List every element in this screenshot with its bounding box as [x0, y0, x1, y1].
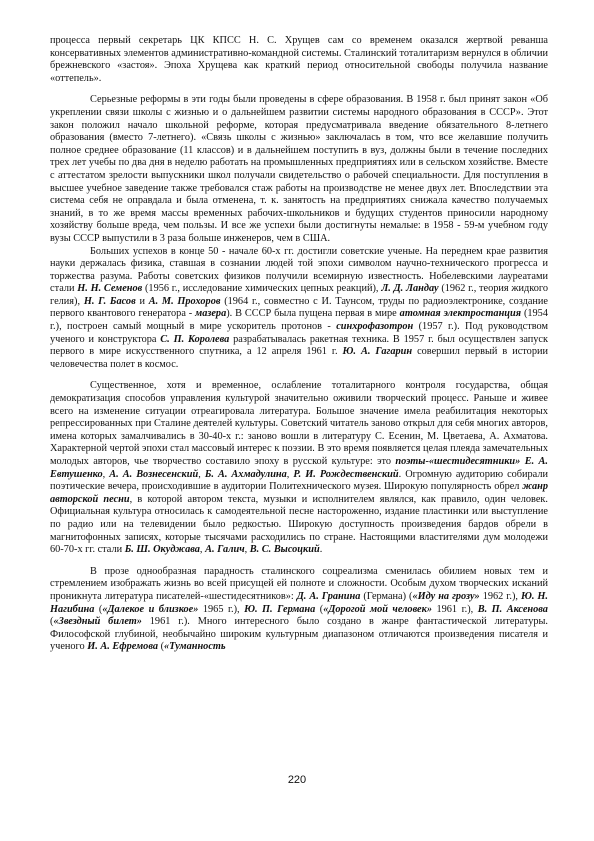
emphasized-text: мазера	[195, 308, 227, 320]
text-run: (1954 г.), построен самый мощный в мире ускоритель протонов -	[50, 308, 548, 333]
paragraph	[50, 566, 548, 654]
emphasized-text: Р. И. Рождественский	[293, 468, 399, 480]
emphasized-text: Б. А. Ахмадулина	[204, 468, 287, 480]
emphasized-text: синхрофазотрон	[336, 321, 414, 333]
emphasized-text: поэты-«шестидесятники» Е. А. Евтушенко	[50, 456, 548, 480]
emphasized-text: Б. Ш. Окуджава	[124, 544, 200, 556]
text-run: ,	[199, 544, 206, 556]
emphasized-text: «Туманность	[164, 641, 226, 653]
page-number: 220	[287, 774, 307, 786]
text-run: (	[158, 641, 165, 653]
emphasized-text: Ю. А. Гагарин	[342, 346, 413, 358]
text-run: Больших успехов в конце 50 - начале 60-х гг. достигли советские ученые. На переднем крае развития науки держалась физика, ставшая в сознании людей той эпохи символом научно-технического прогресса и торжества разума. Работы советских физиков получили всемирную известность. Нобелевскими лауреатами стали	[50, 245, 548, 295]
text-run: (1956 г., исследование химических цепных реакций),	[142, 283, 382, 295]
emphasized-text: Д. А. Гранина	[296, 590, 361, 602]
emphasized-text: «Звездный билет»	[53, 616, 142, 628]
emphasized-text: А. Галич	[205, 544, 245, 556]
text-run: ,	[102, 468, 110, 480]
text-run: 1961 г.),	[432, 603, 478, 615]
emphasized-text: жанр авторской песни	[50, 481, 548, 505]
emphasized-text: Н. Г. Басов	[83, 295, 136, 307]
emphasized-text: И. А. Ефремова	[87, 641, 159, 653]
text-run: разрабатывалась ракетная техника. В 1957 г. был осуществлен запуск первого в мире искусственного спутника, а 12 апреля 1961 г.	[50, 333, 549, 358]
text-run: Существенное, хотя и временное, ослабление тоталитарного контроля государства, общая демократизация способов управления культурой значительно оживили творческий процесс. Раньше и живее всего на изменение ситуации отреагировала литература. Большое значение имела реабилитация некоторых репрессированных при Сталине деятелей культуры. Советский читатель заново открыл для себя многих авторов, имена которых замалчивались в 30-40-х г.: заново вошли в литературу С. Есенин, М. Цветаева, А. Ахматова. Характерной чертой эпохи стал массовый интерес к поэзии. В это время появляется целая плеяда замечательных молодых авторов, чье творчество составило эпоху в русской культуре: это	[50, 380, 548, 467]
text-run: (	[94, 603, 103, 615]
text-run: .	[319, 544, 323, 556]
text-run: . Огромную аудиторию собирали поэтические вечера, происходившие в аудитории Политехнического музея. Широкую популярность обрел	[50, 468, 548, 493]
text-run: , в которой автором текста, музыки и исполнителем являлся, как правило, один человек. Официальная культура относилась к самодеятельной песне настороженно, издание пластинки или выступление по радио или на телевидении было редкостью. Широкую доступность произведения бардов обрели в магнитофонных записях, которые тысячами расходились по стране. Настоящими властителями дум молодежи 60-70-х гг. стали	[50, 493, 548, 556]
text-run: Серьезные реформы в эти годы были проведены в сфере образования. В 1958 г. был принят закон «Об укреплении связи школы с жизнью и о дальнейшем развитии системы народного образования в СССР». Этот закон положил начало школьной реформе, которая предусматривала введение обязательного 8-летнего образования (вместо 7-летнего). «Связь школы с жизнью» заключалась в том, что все желавшие получить полное среднее образование (11 классов) и в дальнейшем поступить в вуз, должны были в течение последних трех лет учебы по два дня в неделю работать на промышленных предприятиях или в сельском хозяйстве. Вместе с аттестатом зрелости выпускники школ получали свидетельство о рабочей специальности. Для поступления в высшее учебное заведение также требовался стаж работы на производстве не менее двух лет. Впоследствии эта система себя не оправдала и была отменена, т. к. занятость на предприятиях снижала качество получаемых знаний, в то же время массы временных рабочих-школьников и будущих студентов приносили народному хозяйству больше вреда, чем пользы. И все же успехи были достигнуты немалые: в 1958 - 59-м учебном году вузы СССР выпустили в 3 раза больше инженеров, чем в США.	[50, 94, 548, 244]
text-run: 1965 г.),	[198, 603, 245, 615]
text-run: ,	[286, 468, 294, 480]
paragraph	[50, 94, 548, 245]
text-run: совершил первый в истории человечества полет в космос.	[50, 346, 548, 370]
emphasized-text: А. М. Прохоров	[148, 295, 221, 307]
text-run: 1961 г.). Много интересного было создано в жанре фантастической литературы. Философской глубиной, необычайно широким культурным диапазоном отличаются произведения писателя и ученого	[50, 616, 548, 653]
text-run: (1962 г., теория жидкого гелия),	[50, 283, 548, 307]
emphasized-text: «Далекое и близкое»	[102, 603, 199, 615]
emphasized-text: В. П. Аксенова	[477, 603, 548, 615]
paragraph	[50, 246, 548, 372]
text-run: (	[315, 603, 324, 615]
emphasized-text: Ю. Н. Нагибина	[50, 590, 549, 615]
text-run: (1957 г.). Под руководством ученого и конструктора	[50, 321, 548, 345]
emphasized-text: В. С. Высоцкий	[249, 544, 320, 556]
emphasized-text: Н. Н. Семенов	[77, 283, 143, 295]
text-run: и	[135, 295, 149, 307]
paragraph	[50, 35, 548, 85]
emphasized-text: С. П. Королева	[160, 333, 230, 345]
text-run: В прозе однообразная парадность сталинского соцреализма сменилась обилием новых тем и стремлением изображать жизнь во всей присущей ей полноте и сложности. Особым духом творческих исканий проникнута литература писателей-«шестидесятников»:	[50, 565, 548, 602]
text-run: ,	[198, 468, 205, 480]
emphasized-text: атомная электростанция	[399, 308, 522, 320]
emphasized-text: А. А. Вознесенский	[109, 468, 199, 480]
text-run: (	[50, 616, 54, 628]
text-run: процесса первый секретарь ЦК КПСС Н. С. Хрущев сам со временем оказался жертвой реванша консервативных элементов административно-командной системы. Сталинский тоталитаризм вернулся в обличии брежневского «застоя». Эпоха Хрущева как краткий период относительной свободы получила название «оттепель».	[50, 35, 548, 84]
emphasized-text: «Иду на грозу»	[412, 590, 480, 602]
emphasized-text: Л. Д. Ландау	[381, 283, 439, 295]
text-run: 1962 г.),	[479, 590, 521, 602]
text-run: (1964 г., совместно с И. Таунсом, труды по радиоэлектронике, создание первого квантового генератора -	[50, 295, 548, 320]
emphasized-text: «Дорогой мой человек»	[323, 603, 432, 615]
text-run: ). В СССР была пущена первая в мире	[226, 308, 400, 320]
text-run: ,	[244, 544, 250, 556]
emphasized-text: Ю. П. Германа	[244, 603, 316, 615]
paragraph	[50, 380, 548, 556]
text-run: (Германа) (	[360, 590, 413, 602]
body-text	[50, 35, 548, 654]
